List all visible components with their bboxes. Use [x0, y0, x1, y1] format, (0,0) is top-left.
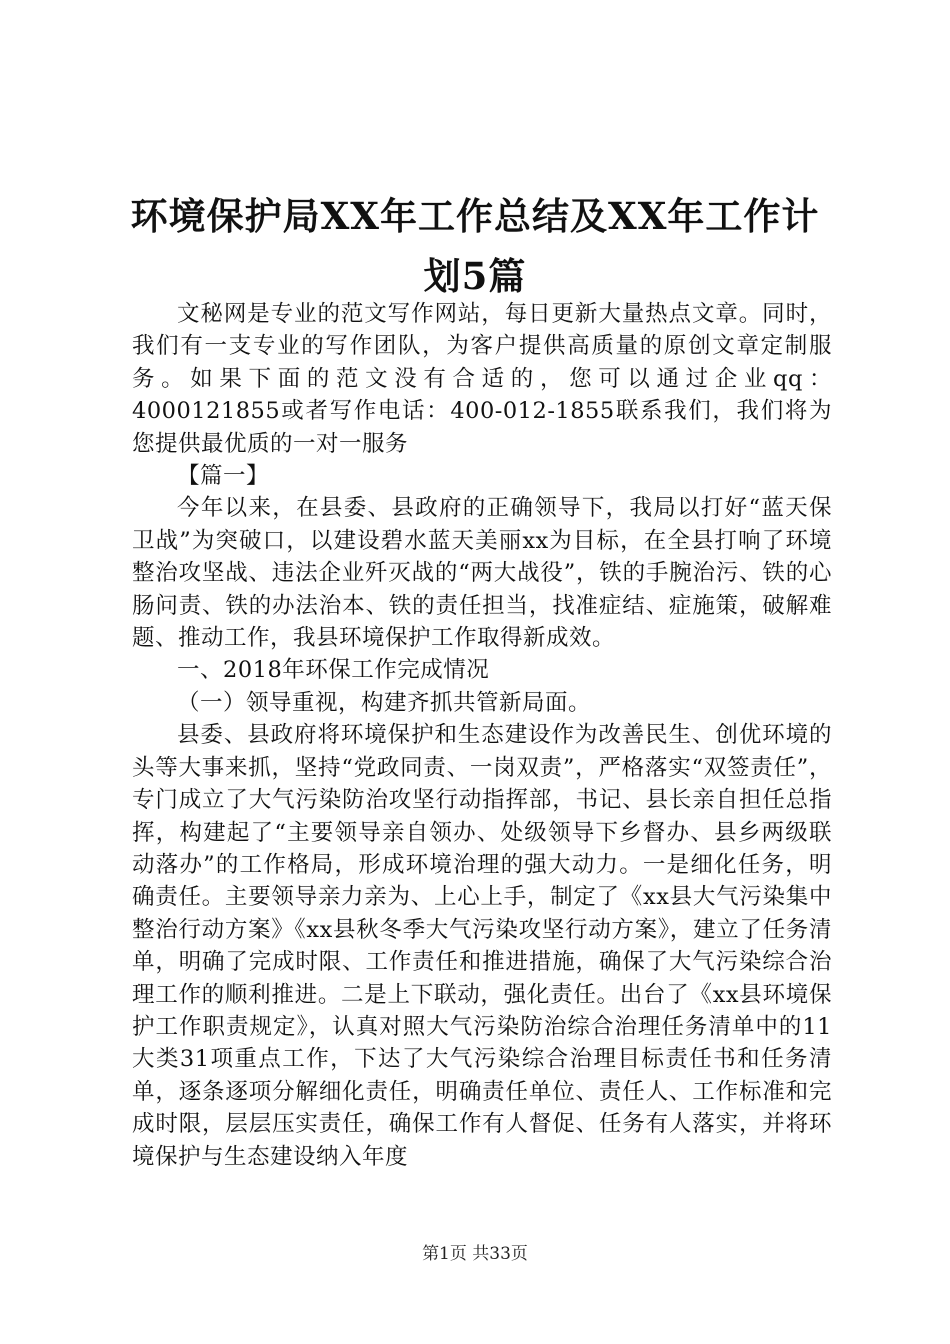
subsection-heading: （一）领导重视，构建齐抓共管新局面。 — [177, 689, 592, 716]
intro-paragraph: 文秘网是专业的范文写作网站，每日更新大量热点文章。同时，我们有一支专业的写作团队，为客户提供高质量的原创文章定制服务。如果下面的范文没有合适的，您可以通过企业qq：4000121855或者写作电话：400-012-1855联系我们，我们将为您提供最优质的一对一服务 — [132, 301, 832, 457]
chapter-heading: 【篇一】 — [177, 463, 270, 490]
page-footer: 第1页 共33页 — [422, 1244, 528, 1264]
body-paragraph: 县委、县政府将环境保护和生态建设作为改善民生、创优环境的头等大事来抓，坚持“党政同责、一岗双责”，严格落实“双签责任”，专门成立了大气污染防治攻坚行动指挥部，书记、县长亲自担任总指挥，构建起了“主要领导亲自领办、处级领导下乡督办、县乡两级联动落办”的工作格局，形成环境治理的强大动力。一是细化任务，明确责任。主要领导亲力亲为、上心上手，制定了《xx县大气污染集中整治行动方案》《xx县秋冬季大气污染攻坚行动方案》，建立了任务清单，明确了完成时限、工作责任和推进措施，确保了大气污染综合治理工作的顺利推进。二是上下联动，强化责任。出台了《xx县环境保护工作职责规定》，认真对照大气污染防治综合治理任务清单中的11大类31项重点工作，下达了大气污染综合治理目标责任书和任务清单，逐条逐项分解细化责任，明确责任单位、责任人、工作标准和完成时限，层层压实责任，确保工作有人督促、任务有人落实，并将环境保护与生态建设纳入年度 — [132, 722, 832, 1170]
document-title: 环境保护局XX年工作总结及XX年工作计划5篇 — [130, 194, 820, 298]
body-paragraph: 今年以来，在县委、县政府的正确领导下，我局以打好“蓝天保卫战”为突破口，以建设碧水蓝天美丽xx为目标，在全县打响了环境整治攻坚战、违法企业歼灭战的“两大战役”，铁的手腕治污、铁的心肠问责、铁的办法治本、铁的责任担当，找准症结、症施策，破解难题、推动工作，我县环境保护工作取得新成效。 — [132, 495, 832, 652]
document-body — [132, 298, 832, 1173]
section-heading: 一、2018年环保工作完成情况 — [177, 657, 490, 684]
